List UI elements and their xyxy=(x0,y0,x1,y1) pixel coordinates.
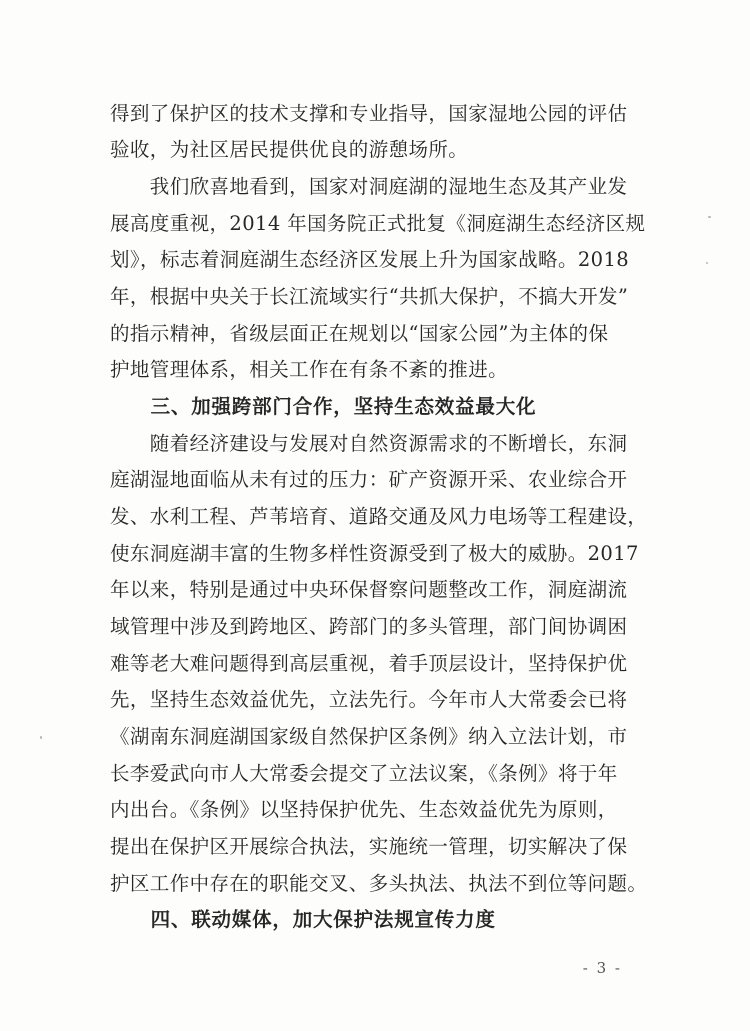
paragraph-line: 发、水利工程、芦苇培育、道路交通及风力电场等工程建设， xyxy=(110,505,648,528)
section-heading: 四、联动媒体，加大保护法规宣传力度 xyxy=(110,908,496,931)
paragraph-line: 使东洞庭湖丰富的生物多样性资源受到了极大的威胁。2017 xyxy=(110,542,639,565)
paragraph-line: 先，坚持生态效益优先，立法先行。今年市人大常委会已将 xyxy=(110,688,628,711)
section-heading: 三、加强跨部门合作，坚持生态效益最大化 xyxy=(110,395,537,418)
paragraph-line: 护地管理体系，相关工作在有条不紊的推进。 xyxy=(110,358,509,381)
paragraph-line: 长李爱武向市人大常委会提交了立法议案，《条例》将于年 xyxy=(110,762,618,785)
paragraph-line: 年，根据中央关于长江流域实行“共抓大保护，不搞大开发” xyxy=(110,285,629,308)
scan-speck xyxy=(40,736,42,739)
paragraph-line: 划》，标志着洞庭湖生态经济区发展上升为国家战略。2018 xyxy=(110,248,630,271)
paragraph-line: 展高度重视，2014 年国务院正式批复《洞庭湖生态经济区规 xyxy=(110,212,646,235)
paragraph-line: 年以来，特别是通过中央环保督察问题整改工作，洞庭湖流 xyxy=(110,578,628,601)
paragraph-line: 我们欣喜地看到，国家对洞庭湖的湿地生态及其产业发 xyxy=(110,175,628,198)
paragraph-line: 护区工作中存在的职能交叉、多头执法、执法不到位等问题。 xyxy=(110,872,648,895)
paragraph-line: 《湖南东洞庭湖国家级自然保护区条例》纳入立法计划，市 xyxy=(110,725,628,748)
paragraph-line: 内出台。《条例》以坚持保护优先、生态效益优先为原则， xyxy=(110,798,618,821)
paragraph-line: 的指示精神，省级层面正在规划以“国家公园”为主体的保 xyxy=(110,322,609,345)
paragraph-line: 域管理中涉及到跨地区、跨部门的多头管理，部门间协调困 xyxy=(110,615,628,638)
paragraph-line: 验收，为社区居民提供优良的游憩场所。 xyxy=(110,138,469,161)
page-number: - 3 - xyxy=(582,959,622,977)
paragraph-line: 提出在保护区开展综合执法，实施统一管理，切实解决了保 xyxy=(110,835,628,858)
paragraph-line: 庭湖湿地面临从未有过的压力：矿产资源开采、农业综合开 xyxy=(110,468,628,491)
scan-speck xyxy=(708,216,711,218)
paragraph-line: 随着经济建设与发展对自然资源需求的不断增长，东洞 xyxy=(110,432,628,455)
paragraph-line: 难等老大难问题得到高层重视，着手顶层设计，坚持保护优 xyxy=(110,652,628,675)
paragraph-line: 得到了保护区的技术支撑和专业指导，国家湿地公园的评估 xyxy=(110,102,628,125)
scan-speck xyxy=(706,262,708,264)
